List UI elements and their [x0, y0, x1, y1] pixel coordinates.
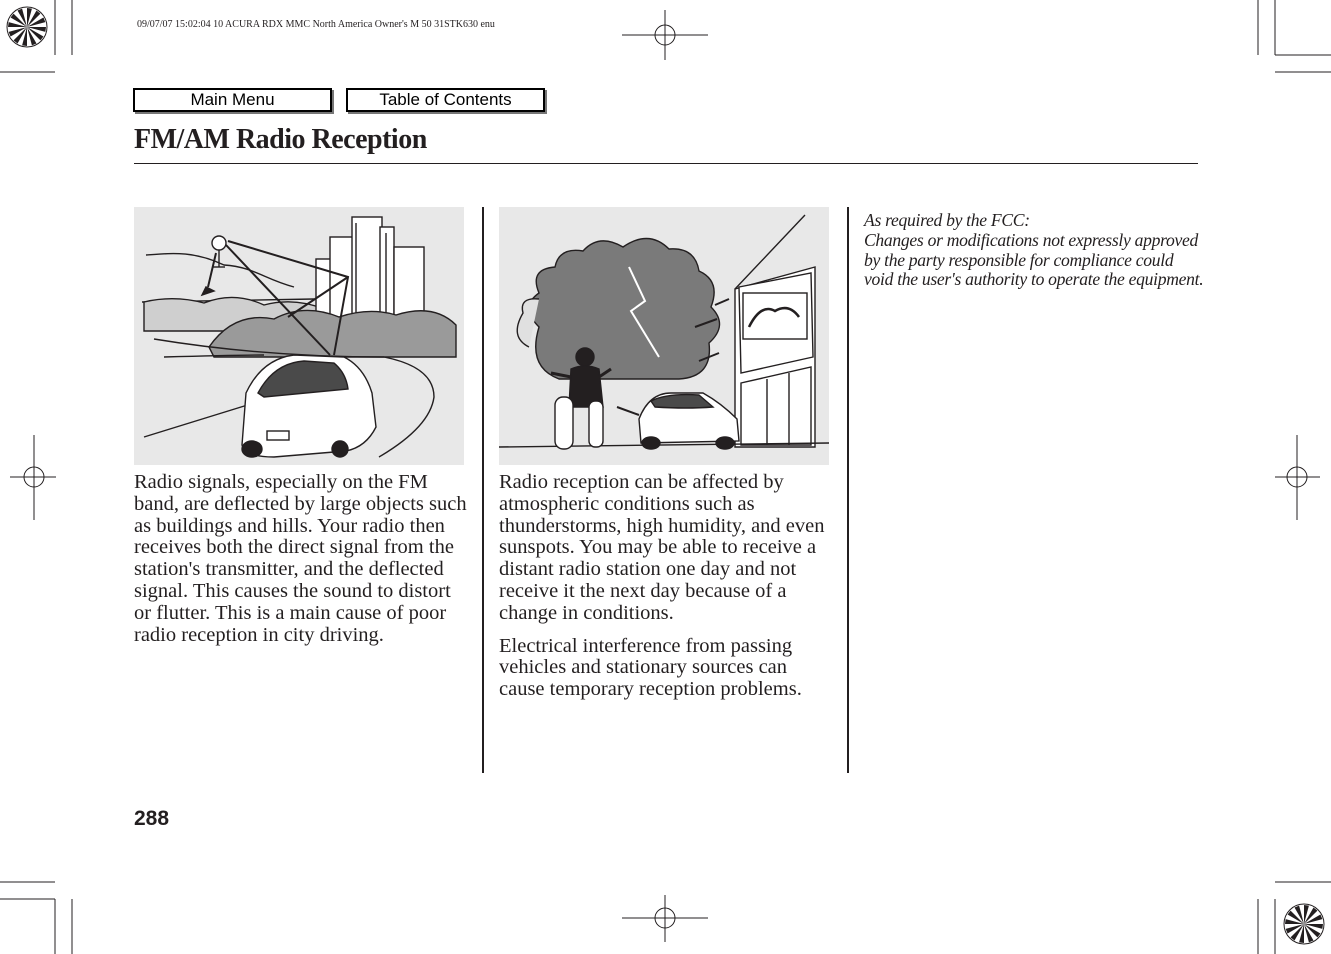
page-title: FM/AM Radio Reception: [134, 124, 427, 155]
fcc-note: [864, 211, 1204, 290]
column-divider-1: [482, 207, 484, 773]
atmospheric-paragraph: Radio reception can be affected by atmospheric conditions such as thunderstorms, high humidity, and even sunspots. You may be able to receive a distant radio station one day and not receive it the next day because of a change in conditions.: [499, 471, 825, 624]
fcc-note-body: Changes or modifications not expressly approved by the party responsible for compliance could void the user's authority to operate the equipment.: [864, 229, 1204, 290]
fcc-note-heading: As required by the FCC:: [864, 210, 1030, 230]
print-info: 09/07/07 15:02:04 10 ACURA RDX MMC North America Owner's M 50 31STK630 enu: [137, 19, 495, 30]
city-signal-illustration: [134, 207, 464, 465]
interference-paragraph: Electrical interference from passing vehicles and stationary sources can cause temporary reception problems.: [499, 634, 802, 701]
table-of-contents-button[interactable]: Table of Contents: [346, 88, 545, 112]
page-number: 288: [134, 807, 170, 830]
deflection-paragraph: Radio signals, especially on the FM band, are deflected by large objects such as buildings and hills. Your radio then receives both the direct signal from the station's transmitter, and the deflected signal. This causes the sound to distort or flutter. This is a main cause of poor radio reception in city driving.: [134, 471, 467, 646]
main-menu-button[interactable]: Main Menu: [133, 88, 332, 112]
atmospheric-text: [499, 472, 837, 701]
storm-interference-illustration: [499, 207, 829, 465]
title-rule: [134, 163, 1198, 164]
column-divider-2: [847, 207, 849, 773]
